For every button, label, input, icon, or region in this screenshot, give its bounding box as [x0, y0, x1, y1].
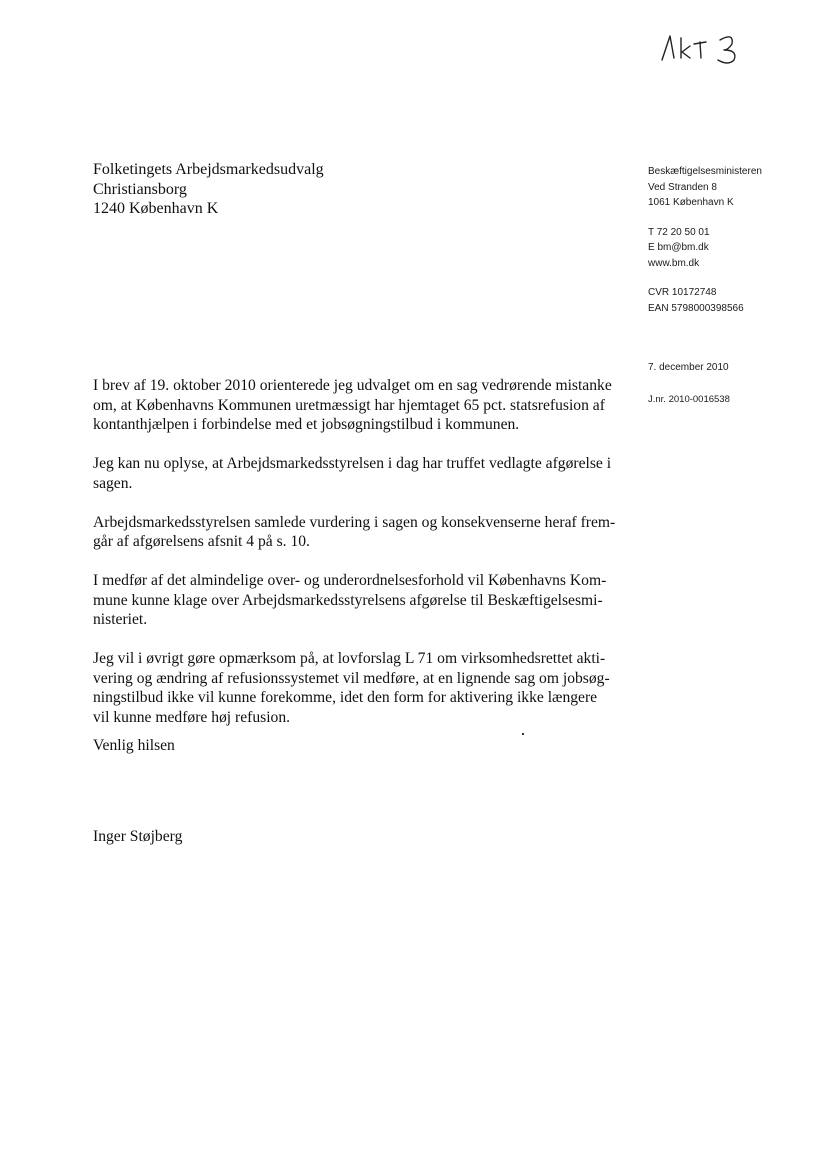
body-line: mune kunne klage over Arbejdsmarkedsstyrelsens afgørelse til Beskæftigelsesmi-	[93, 591, 603, 609]
body-line: I medfør af det almindelige over- og underordnelsesforhold vil Københavns Kom-	[93, 572, 607, 589]
signatory-name: Inger Støjberg	[93, 828, 183, 845]
body-line: vering og ændring af refusionssystemet vil medføre, at en lignende sag om jobsøg-	[93, 669, 610, 687]
handwritten-note	[654, 24, 754, 68]
body-line: sagen.	[93, 474, 133, 492]
recipient-line-3: 1240 København K	[93, 200, 219, 217]
sender-phone: T 72 20 50 01	[648, 226, 710, 238]
handwritten-note-drawing	[654, 24, 754, 68]
body-line: ningstilbud ikke vil kunne forekomme, idet den form for aktivering ikke længere	[93, 689, 598, 706]
sender-cvr: CVR 10172748	[648, 287, 717, 298]
paragraph-1	[93, 376, 623, 435]
journal-number: J.nr. 2010-0016538	[648, 394, 730, 405]
body-line: nisteriet.	[93, 611, 148, 628]
paragraph-2	[93, 454, 623, 493]
sender-web: www.bm.dk	[648, 257, 700, 269]
body-line: I brev af 19. oktober 2010 orienterede jeg udvalget om en sag vedrørende mistanke	[93, 377, 612, 394]
letter-body	[93, 376, 623, 747]
recipient-line-2: Christiansborg	[93, 180, 187, 198]
body-line: går af afgørelsens afsnit 4 på s. 10.	[93, 533, 310, 550]
sender-name: Beskæftigelsesministeren	[648, 166, 762, 177]
closing-phrase: Venlig hilsen	[93, 737, 175, 754]
sender-ean: EAN 5798000398566	[648, 302, 744, 314]
paragraph-5	[93, 649, 623, 727]
body-line: Jeg kan nu oplyse, at Arbejdsmarkedsstyrelsen i dag har truffet vedlagte afgørelse i	[93, 455, 612, 472]
body-line: kontanthjælpen i forbindelse med et jobsøgningstilbud i kommunen.	[93, 416, 520, 433]
sender-city: 1061 København K	[648, 197, 734, 208]
sender-address	[648, 164, 762, 316]
body-line: om, at Københavns Kommunen uretmæssigt har hjemtaget 65 pct. statsrefusion af	[93, 396, 605, 414]
body-line: Arbejdsmarkedsstyrelsen samlede vurdering i sagen og konsekvenserne heraf frem-	[93, 513, 616, 531]
scan-speck	[522, 733, 524, 735]
recipient-address	[93, 160, 324, 219]
recipient-line-1: Folketingets Arbejdsmarkedsudvalg	[93, 161, 324, 178]
body-line: Jeg vil i øvrigt gøre opmærksom på, at lovforslag L 71 om virksomhedsrettet akti-	[93, 650, 606, 667]
sender-street: Ved Stranden 8	[648, 181, 717, 193]
sender-email: E bm@bm.dk	[648, 242, 709, 253]
paragraph-3	[93, 513, 623, 552]
letter-date: 7. december 2010	[648, 362, 729, 373]
paragraph-4	[93, 571, 623, 630]
body-line: vil kunne medføre høj refusion.	[93, 708, 291, 726]
